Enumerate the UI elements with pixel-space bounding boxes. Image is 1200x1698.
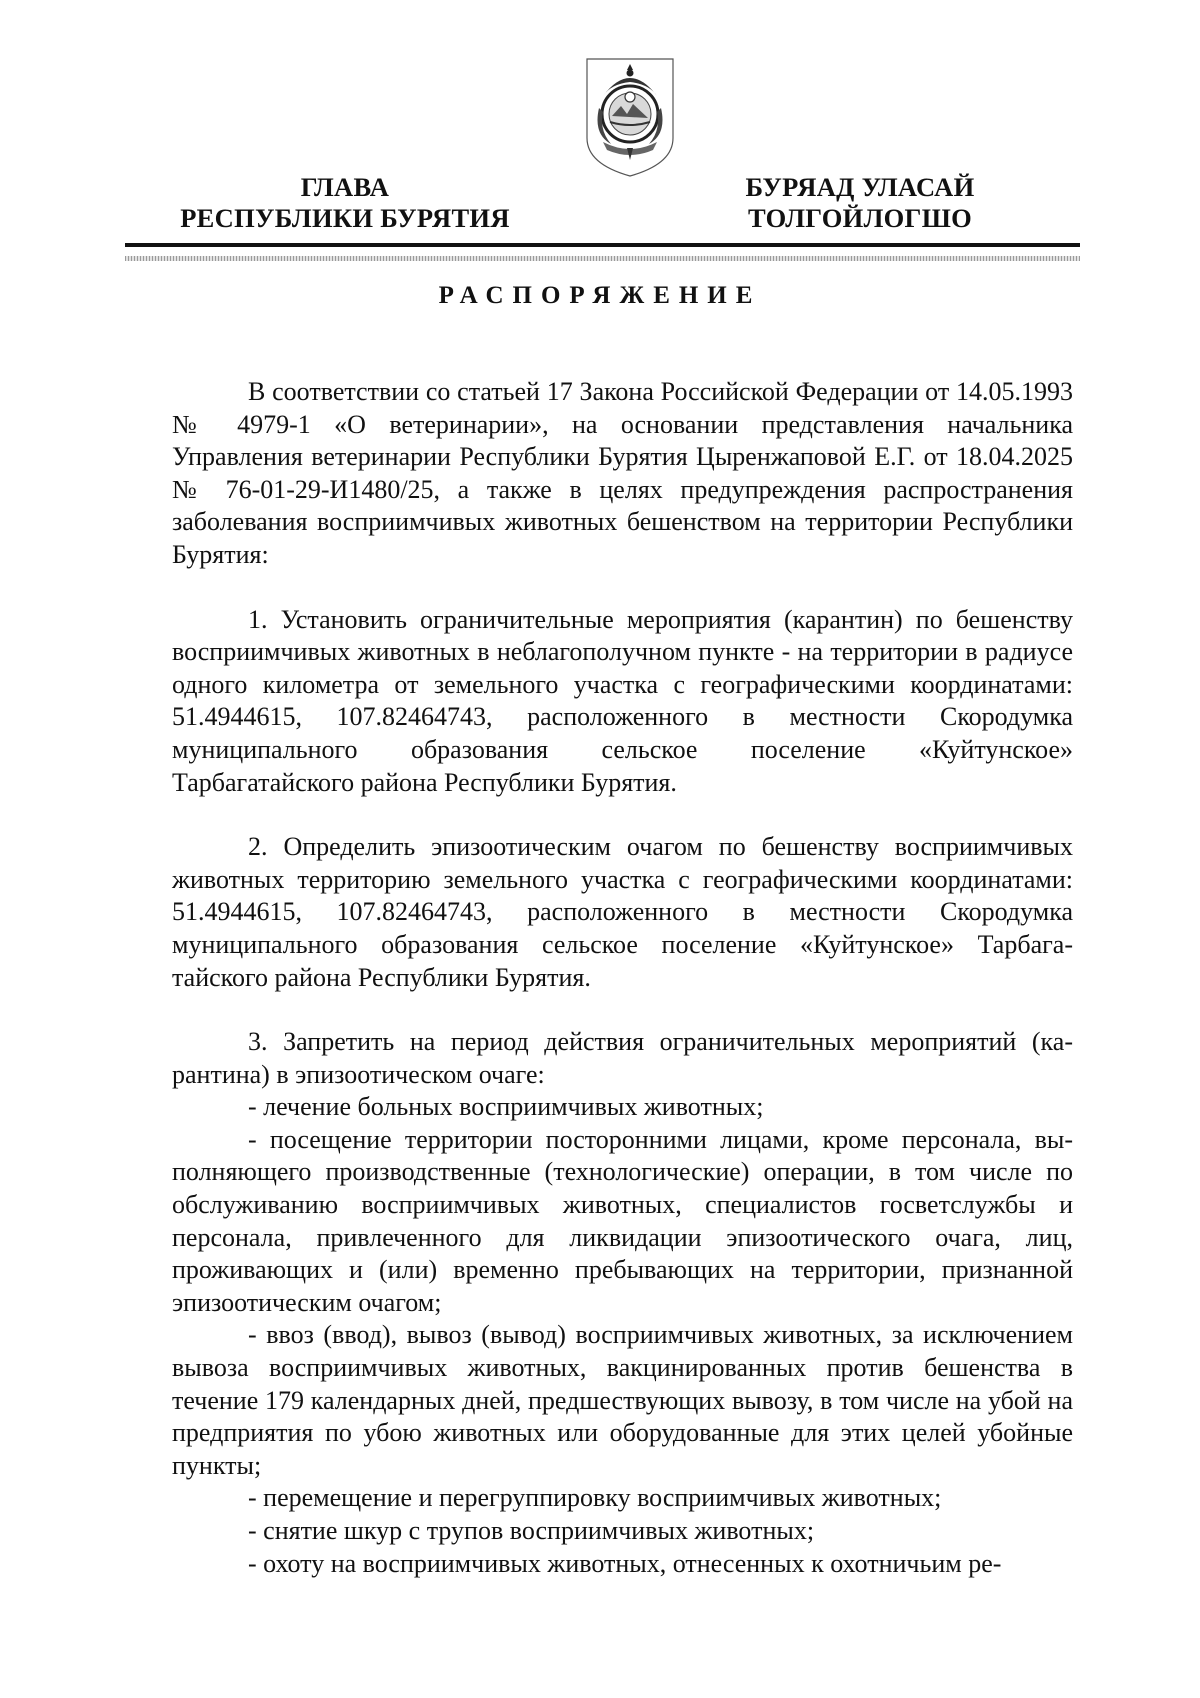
issuer-title-buryat — [660, 172, 1060, 234]
item-3-subitem: - охоту на восприимчивых животных, отнесенных к охотничьим ре- — [248, 1548, 1002, 1578]
item-3-paragraph: 3. Запретить на период действия ограничительных мероприятий (карантина) в эпизоотическом очаге: — [172, 1027, 1073, 1089]
issuer-line: БУРЯАД УЛАСАЙ — [745, 172, 975, 202]
item-3-subitem: - посещение территории посторонними лицами, кроме персонала, выполняющего производственные (технологические) операции, в том числе по обслуживанию восприимчивых животных, специалистов госветслужбы и персонала, привлеченного для ликвидации эпизоотического очага, лиц, проживающих и (или) временно пребывающих на территории, признанной эпизоотическим очагом; — [172, 1124, 1073, 1317]
issuer-title-russian — [130, 172, 560, 234]
coat-of-arms-emblem-icon — [583, 56, 677, 178]
document-body — [172, 376, 1073, 1580]
issuer-line: ТОЛГОЙЛОГШО — [747, 203, 973, 233]
issuer-line: ГЛАВА — [300, 172, 390, 202]
header-divider-thick — [125, 243, 1080, 247]
document-title: РАСПОРЯЖЕНИЕ — [438, 282, 762, 309]
issuer-line: РЕСПУБЛИКИ БУРЯТИЯ — [180, 203, 510, 233]
item-2-paragraph: 2. Определить эпизоотическим очагом по бешенству восприимчивых животных территорию земельного участка с географическими координатами: 51.4944615, 107.82464743, расположенного в местности Скородумка муниципального образования сельское поселение «Куйтунское» Тарбагатайского района Республики Бурятия. — [172, 832, 1073, 992]
item-3-subitem: - снятие шкур с трупов восприимчивых животных; — [248, 1516, 815, 1545]
item-1-paragraph: 1. Установить ограничительные мероприятия (карантин) по бешенству восприимчивых животных в неблагополучном пункте - на территории в радиусе одного километра от земельного участка с географическими координатами: 51.4944615, 107.82464743, расположенного в местности Скородумка муниципального образования сельское поселение «Куйтунское» Тарбагатайского района Республики Бурятия. — [172, 604, 1073, 797]
item-3-subitem: - перемещение и перегруппировку восприимчивых животных; — [248, 1483, 942, 1513]
preamble-paragraph: В соответствии со статьей 17 Закона Российской Федерации от 14.05.1993 № 4979-1 «О ветеринарии», на основании представления начальника Управления ветеринарии Республики Бурятия Цыренжаповой Е.Г. от 18.04.2025 № 76-01-29-И1480/25, а также в целях предупреждения распространения заболевания восприимчивых животных бешенством на территории Республики Бурятия: — [172, 377, 1073, 569]
document-header — [0, 0, 1200, 270]
item-3-subitem: - лечение больных восприимчивых животных; — [248, 1092, 764, 1122]
item-3-subitem: - ввоз (ввод), вывоз (вывод) восприимчивых животных, за исключением вывоза восприимчивых животных, вакцинированных против бешенства в течение 179 календарных дней, предшествующих вывозу, в том числе на убой на предприятия по убою животных или оборудованные для этих целей убойные пункты; — [172, 1320, 1073, 1480]
header-divider-dotted — [125, 256, 1080, 261]
